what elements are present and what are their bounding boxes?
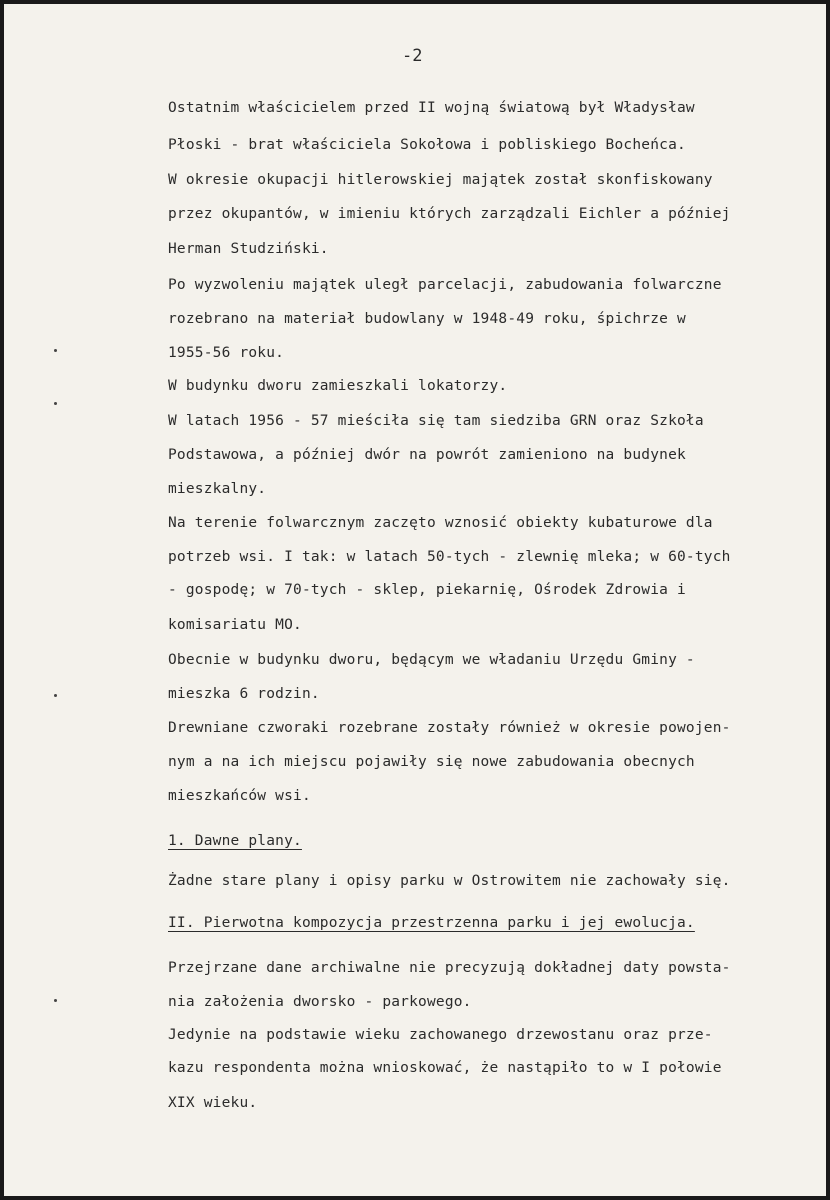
text-line: W okresie okupacji hitlerowskiej majątek został skonfiskowany (168, 172, 713, 188)
text-line: komisariatu MO. (168, 617, 302, 633)
text-line: W latach 1956 - 57 mieściła się tam siedziba GRN oraz Szkoła (168, 413, 704, 429)
text-line: Ostatnim właścicielem przed II wojną światową był Władysław (168, 100, 695, 116)
text-line: potrzeb wsi. I tak: w latach 50-tych - zlewnię mleka; w 60-tych (168, 549, 731, 565)
section-heading-1: 1. Dawne plany. (168, 833, 302, 849)
text-line: Żadne stare plany i opisy parku w Ostrowitem nie zachowały się. (168, 873, 731, 889)
section-heading-2: II. Pierwotna kompozycja przestrzenna parku i jej ewolucja. (168, 915, 695, 931)
text-line: Drewniane czworaki rozebrane zostały również w okresie powojen- (168, 720, 731, 736)
text-line: Przejrzane dane archiwalne nie precyzują dokładnej daty powsta- (168, 960, 731, 976)
text-line: XIX wieku. (168, 1095, 258, 1111)
text-line: W budynku dworu zamieszkali lokatorzy. (168, 378, 508, 394)
text-line: Obecnie w budynku dworu, będącym we władaniu Urzędu Gminy - (168, 652, 695, 668)
text-line: Po wyzwoleniu majątek uległ parcelacji, zabudowania folwarczne (168, 277, 722, 293)
text-line: - gospodę; w 70-tych - sklep, piekarnię, Ośrodek Zdrowia i (168, 582, 686, 598)
margin-mark (54, 349, 57, 352)
text-line: Podstawowa, a później dwór na powrót zamieniono na budynek (168, 447, 686, 463)
text-line: przez okupantów, w imieniu których zarządzali Eichler a później (168, 206, 731, 222)
margin-mark (54, 999, 57, 1002)
text-line: kazu respondenta można wnioskować, że nastąpiło to w I połowie (168, 1060, 722, 1076)
text-line: mieszkańców wsi. (168, 788, 311, 804)
text-line: nia założenia dworsko - parkowego. (168, 994, 472, 1010)
text-line: 1955-56 roku. (168, 345, 285, 361)
text-line: nym a na ich miejscu pojawiły się nowe zabudowania obecnych (168, 754, 695, 770)
text-line: rozebrano na materiał budowlany w 1948-49 roku, śpichrze w (168, 311, 686, 327)
text-line: mieszkalny. (168, 481, 267, 497)
document-page (4, 4, 826, 1196)
text-line: Jedynie na podstawie wieku zachowanego drzewostanu oraz prze- (168, 1027, 713, 1043)
text-line: Herman Studziński. (168, 241, 329, 257)
margin-mark (54, 402, 57, 405)
text-line: mieszka 6 rodzin. (168, 686, 320, 702)
text-line: Płoski - brat właściciela Sokołowa i pobliskiego Bocheńca. (168, 137, 686, 153)
margin-mark (54, 694, 57, 697)
page-number: -2 (402, 46, 423, 66)
text-line: Na terenie folwarcznym zaczęto wznosić obiekty kubaturowe dla (168, 515, 713, 531)
